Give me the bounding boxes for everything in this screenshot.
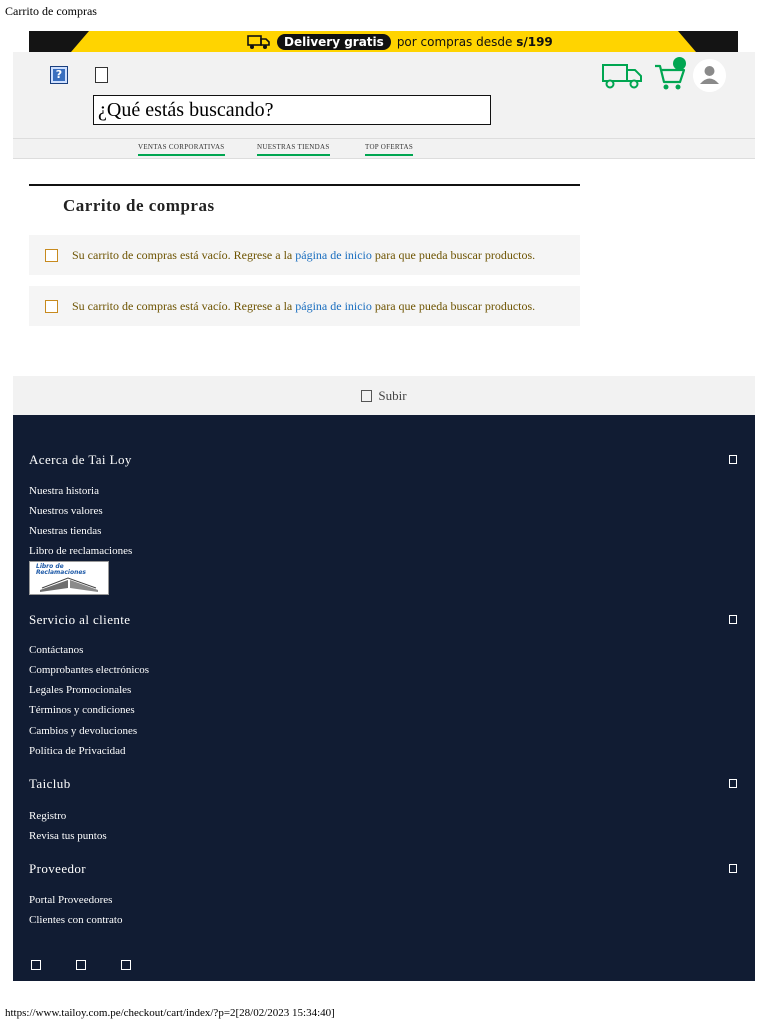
notice-icon xyxy=(45,249,58,262)
site-header xyxy=(13,52,755,138)
expand-icon[interactable] xyxy=(729,864,737,873)
cart-heading: Carrito de compras xyxy=(63,196,215,215)
footer-link[interactable]: Revisa tus puntos xyxy=(29,830,107,842)
footer-link[interactable]: Legales Promocionales xyxy=(29,684,132,696)
expand-icon[interactable] xyxy=(729,455,737,464)
expand-icon[interactable] xyxy=(729,779,737,788)
instagram-icon[interactable] xyxy=(76,960,86,970)
expand-icon[interactable] xyxy=(729,615,737,624)
footer-link[interactable]: Cambios y devoluciones xyxy=(29,725,138,737)
footer-link[interactable]: Política de Privacidad xyxy=(29,745,126,757)
footer-section-title[interactable]: Taiclub xyxy=(29,776,71,791)
promo-content xyxy=(247,33,553,50)
footer-link[interactable]: Registro xyxy=(29,810,67,822)
footer-section-title[interactable]: Proveedor xyxy=(29,861,87,876)
promo-right-stripe xyxy=(678,31,738,52)
reclamo-image-text: Libro de Reclamaciones xyxy=(36,563,87,576)
delivery-icon[interactable] xyxy=(601,61,643,91)
promo-left-stripe xyxy=(29,31,89,52)
page-url: https://www.tailoy.com.pe/checkout/cart/index/?p=2[28/02/2023 15:34:40] xyxy=(5,1007,335,1019)
delivery-truck-icon xyxy=(247,34,271,50)
search-input[interactable] xyxy=(93,95,491,125)
promo-banner[interactable] xyxy=(29,31,738,52)
nav-item-ventas-corporativas[interactable]: VENTAS CORPORATIVAS xyxy=(138,143,225,156)
facebook-icon[interactable] xyxy=(31,960,41,970)
notice-text: Su carrito de compras está vacío. Regrese a la página de inicio para que pueda buscar productos. xyxy=(72,247,536,262)
empty-cart-notice xyxy=(29,235,580,275)
page-title: Carrito de compras xyxy=(5,4,97,18)
footer-link[interactable]: Nuestras tiendas xyxy=(29,525,102,537)
youtube-icon[interactable] xyxy=(121,960,131,970)
libro-reclamaciones-image[interactable] xyxy=(29,561,109,595)
home-page-link[interactable]: página de inicio xyxy=(295,298,372,313)
nav-item-nuestras-tiendas[interactable]: NUESTRAS TIENDAS xyxy=(257,143,330,156)
arrow-up-icon xyxy=(361,390,372,402)
footer-section-title[interactable]: Acerca de Tai Loy xyxy=(29,452,132,467)
scroll-top-button[interactable] xyxy=(13,376,755,415)
footer-link[interactable]: Clientes con contrato xyxy=(29,914,123,926)
site-footer xyxy=(13,415,755,981)
promo-pill: Delivery gratis xyxy=(277,34,391,50)
help-icon[interactable]: ? xyxy=(50,66,68,84)
notice-text: Su carrito de compras está vacío. Regrese a la página de inicio para que pueda buscar productos. xyxy=(72,298,536,313)
footer-link[interactable]: Nuestra historia xyxy=(29,485,99,497)
main-nav xyxy=(13,138,755,159)
footer-link[interactable]: Comprobantes electrónicos xyxy=(29,664,150,676)
user-icon[interactable] xyxy=(693,59,726,92)
footer-link[interactable]: Términos y condiciones xyxy=(29,704,135,716)
promo-text: por compras desde s/199 xyxy=(396,34,553,49)
notice-icon xyxy=(45,300,58,313)
footer-link[interactable]: Contáctanos xyxy=(29,644,84,656)
cart-section xyxy=(29,184,580,215)
footer-link[interactable]: Portal Proveedores xyxy=(29,894,113,906)
home-page-link[interactable]: página de inicio xyxy=(295,247,372,262)
nav-item-top-ofertas[interactable]: TOP OFERTAS xyxy=(365,143,413,156)
menu-icon[interactable] xyxy=(95,67,108,83)
cart-badge xyxy=(673,57,686,70)
footer-section-title[interactable]: Servicio al cliente xyxy=(29,612,131,627)
promo-amount: s/199 xyxy=(516,34,553,49)
scroll-top-label: Subir xyxy=(378,387,407,403)
footer-link[interactable]: Nuestros valores xyxy=(29,505,103,517)
footer-link[interactable]: Libro de reclamaciones xyxy=(29,545,133,557)
open-book-icon xyxy=(30,562,108,594)
empty-cart-notice xyxy=(29,286,580,326)
